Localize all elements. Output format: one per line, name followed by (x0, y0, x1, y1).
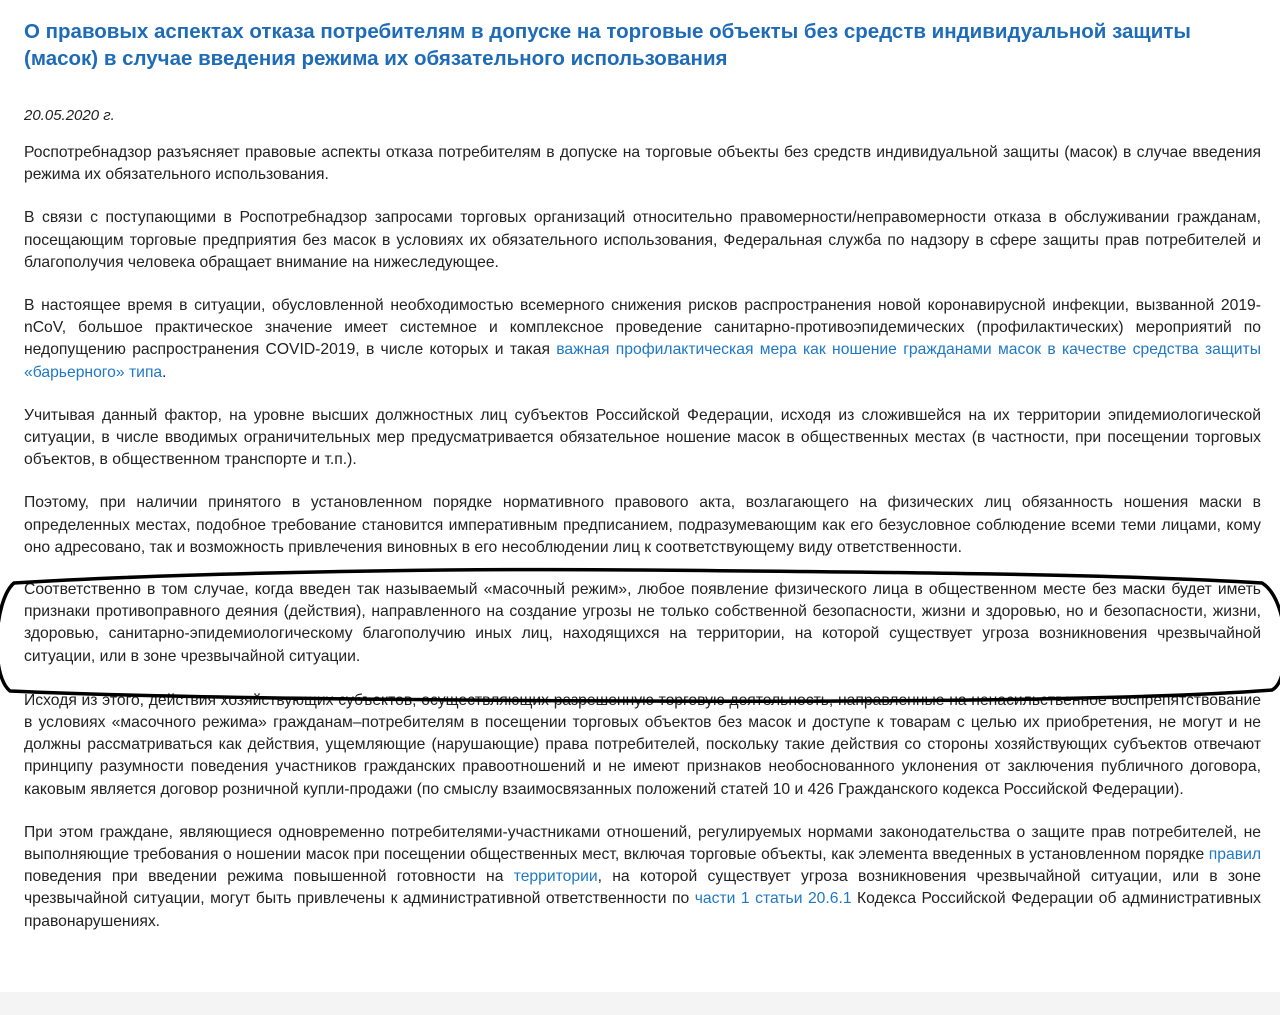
paragraph-7: Исходя из этого, действия хозяйствующих субъектов, осуществляющих разрешенную торговую деятельность, направленные на ненасильственное воспрепятствование в условиях «масочного режима» гражданам–потребителям в посещении торговых объектов без масок и доступе к товарам с целью их приобретения, не могут и не должны рассматриваться как действия, ущемляющие (нарушающие) права потребителей, поскольку такие действия со стороны хозяйствующих субъектов отвечают принципу разумности поведения участников гражданских правоотношений и не имеют признаков необоснованного уклонения от заключения публичного договора, каковым является договор розничной купли-продажи (по смыслу взаимосвязанных положений статей 10 и 426 Гражданского кодекса Российской Федерации). (24, 691, 1261, 798)
paragraph-4: Учитывая данный фактор, на уровне высших должностных лиц субъектов Российской Федерации, исходя из сложившейся на их территории эпидемиологической ситуации, в числе вводимых ограничительных мер предусматривается обязательное ношение масок в общественных местах (в частности, при посещении торговых объектов, в общественном транспорте и т.п.). (24, 406, 1261, 469)
paragraph-3-text: В настоящее время в ситуации, обусловленной необходимостью всемерного снижения рисков распространения новой коронавирусной инфекции, вызванной 2019-nCoV, большое практическое значение имеет системное и комплексное проведение санитарно-противоэпидемических (профилактических) мероприятий по недопущению распространения COVID-2019, в числе которых и такая (24, 297, 1261, 359)
paragraph-1: Роспотребнадзор разъясняет правовые аспекты отказа потребителям в допуске на торговые объекты без средств индивидуальной защиты (масок) в случае введения режима их обязательного использования. (24, 144, 1261, 184)
paragraph-8-text-a: При этом граждане, являющиеся одновременно потребителями-участниками отношений, регулируемых нормами законодательства о защите прав потребителей, не выполняющие требования о ношении масок при посещении общественных мест, включая торговые объекты, как элемента введенных в установленном порядке (24, 823, 1261, 864)
paragraph-8-text-d: Кодекса Российской Федерации об административных правонарушениях. (24, 890, 1261, 930)
territory-link[interactable]: территории (513, 868, 598, 886)
article-20-6-1-link[interactable]: части 1 статьи 20.6.1 (694, 890, 852, 908)
article (24, 18, 1261, 933)
paragraph-8-text-c: , на которой существует угроза возникновения чрезвычайной ситуации, или в зоне чрезвычайной ситуации, могут быть привлечены к административной ответственности по (24, 868, 1261, 908)
paragraph-3-end: . (162, 363, 167, 381)
paragraph-5: Поэтому, при наличии принятого в установленном порядке нормативного правового акта, возлагающего на физических лиц обязанность ношения маски в определенных местах, подобное требование становится императивным предписанием, подразумевающим как его безусловное соблюдение всеми теми лицами, кому оно адресовано, так и возможность привлечения виновных в его несоблюдении лиц к соответствующему виду ответственности. (24, 494, 1261, 556)
paragraph-8-text-b: поведения при введении режима повышенной готовности на (24, 868, 514, 886)
article-date: 20.05.2020 г. (24, 107, 115, 124)
rules-link[interactable]: правил (1208, 846, 1261, 864)
paragraph-8 (24, 822, 1261, 933)
paragraph-2: В связи с поступающими в Роспотребнадзор запросами торговых организаций относительно правомерности/неправомерности отказа в обслуживании гражданам, посещающим торговые предприятия без масок в условиях их обязательного использования, Федеральная служба по надзору в сфере защиты прав потребителей и благополучия человека обращает внимание на нижеследующее. (24, 209, 1261, 271)
mask-measure-link[interactable]: важная профилактическая мера как ношение гражданами масок в качестве средства защиты «барьерного» типа (24, 341, 1261, 381)
paragraph-6-highlighted: Соответственно в том случае, когда введен так называемый «масочный режим», любое появление физического лица в общественном месте без маски будет иметь признаки противоправного деяния (действия), направленного на создание угрозы не только собственной безопасности, жизни и здоровью, но и безопасности, жизни, здоровью, санитарно-эпидемиологическому благополучию иных лиц, находящихся на территории, на которой существует угроза возникновения чрезвычайной ситуации, или в зоне чрезвычайной ситуации. (24, 581, 1261, 665)
page-bottom-strip (0, 992, 1280, 1015)
paragraph-3 (24, 295, 1261, 384)
article-title: О правовых аспектах отказа потребителям в допуске на торговые объекты без средств индивидуальной защиты (масок) в случае введения режима их обязательного использования (24, 20, 1191, 70)
